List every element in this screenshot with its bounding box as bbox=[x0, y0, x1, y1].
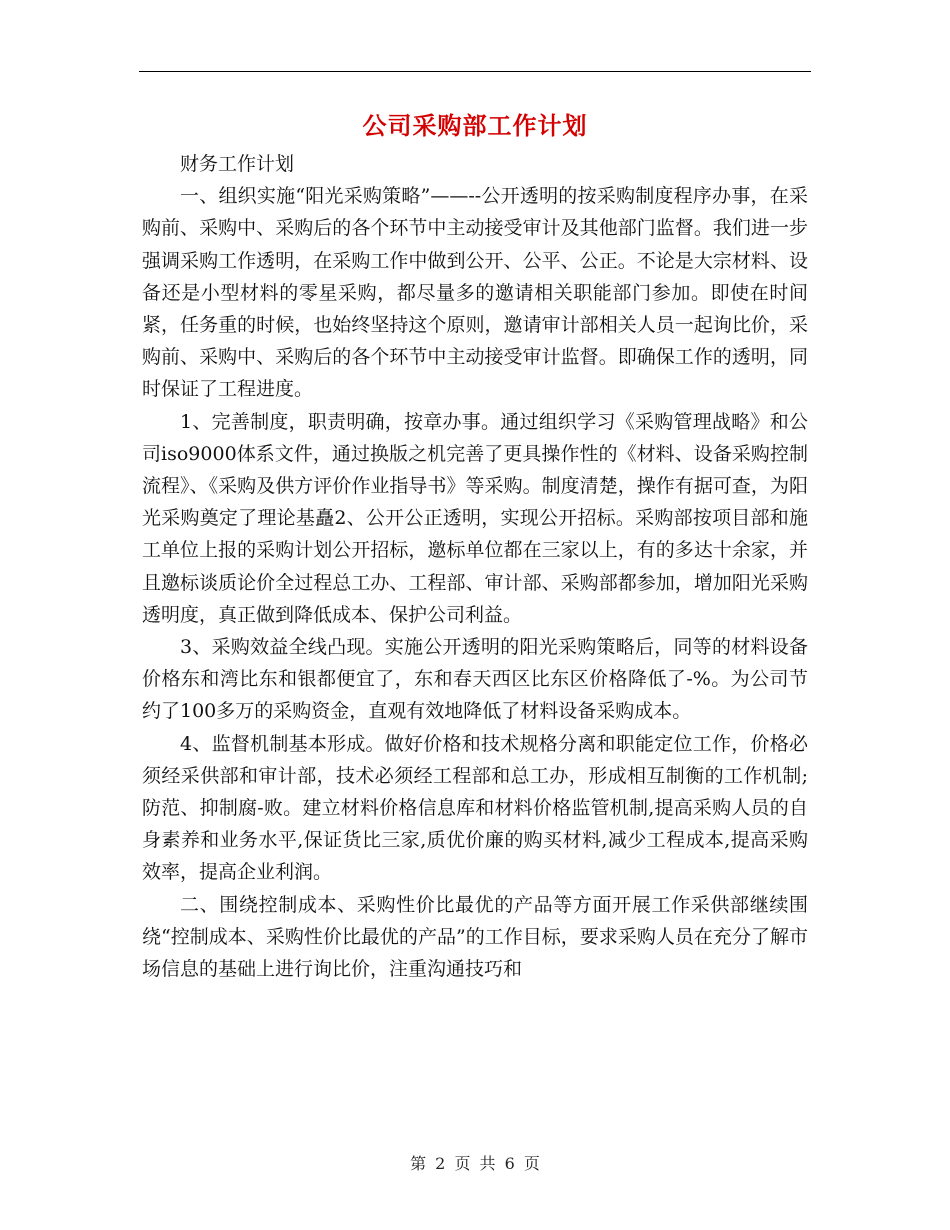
paragraph: 1、完善制度，职责明确，按章办事。通过组织学习《采购管理战略》和公司iso9000体系文件，通过换版之机完善了更具操作性的《材料、设备采购控制流程》、《采购及供方评价作业指导书》等采购。制度清楚，操作有据可查，为阳光采购奠定了理论基矗2、公开公正透明，实现公开招标。采购部按项目部和施工单位上报的采购计划公开招标，邀标单位都在三家以上，有的多达十余家，并且邀标谈质论价全过程总工办、工程部、审计部、采购部都参加，增加阳光采购透明度，真正做到降低成本、保护公司利益。 bbox=[142, 410, 808, 626]
paragraph: 3、采购效益全线凸现。实施公开透明的阳光采购策略后，同等的材料设备价格东和湾比东和银都便宜了，东和春天西区比东区价格降低了-%。为公司节约了100多万的采购资金，直观有效地降低了材料设备采购成本。 bbox=[142, 636, 808, 723]
paragraph: 二、围绕控制成本、采购性价比最优的产品等方面开展工作采供部继续围绕“控制成本、采购性价比最优的产品”的工作目标，要求采购人员在充分了解市场信息的基础上进行询比价，注重沟通技巧和 bbox=[142, 893, 808, 981]
header-rule bbox=[139, 71, 811, 72]
paragraph: 4、监督机制基本形成。做好价格和技术规格分离和职能定位工作，价格必须经采供部和审计部，技术必须经工程部和总工办，形成相互制衡的工作机制;防范、抑制腐-败。建立材料价格信息库和材料价格监管机制,提高采购人员的自身素养和业务水平,保证货比三家,质优价廉的购买材料,减少工程成本,提高采购效率，提高企业利润。 bbox=[142, 732, 808, 884]
page-number: 第 2 页 共 6 页 bbox=[410, 1154, 540, 1173]
paragraph: 一、组织实施“阳光采购策略”——--公开透明的按采购制度程序办事，在采购前、采购中、采购后的各个环节中主动接受审计及其他部门监督。我们进一步强调采购工作透明，在采购工作中做到公开、公平、公正。不论是大宗材料、设备还是小型材料的零星采购，都尽量多的邀请相关职能部门参加。即使在时间紧，任务重的时候，也始终坚持这个原则，邀请审计部相关人员一起询比价，采购前、采购中、采购后的各个环节中主动接受审计监督。即确保工作的透明，同时保证了工程进度。 bbox=[142, 185, 808, 401]
document-title: 公司采购部工作计划 bbox=[362, 111, 588, 140]
document-body bbox=[142, 148, 808, 985]
paragraph-heading: 财务工作计划 bbox=[180, 153, 295, 175]
